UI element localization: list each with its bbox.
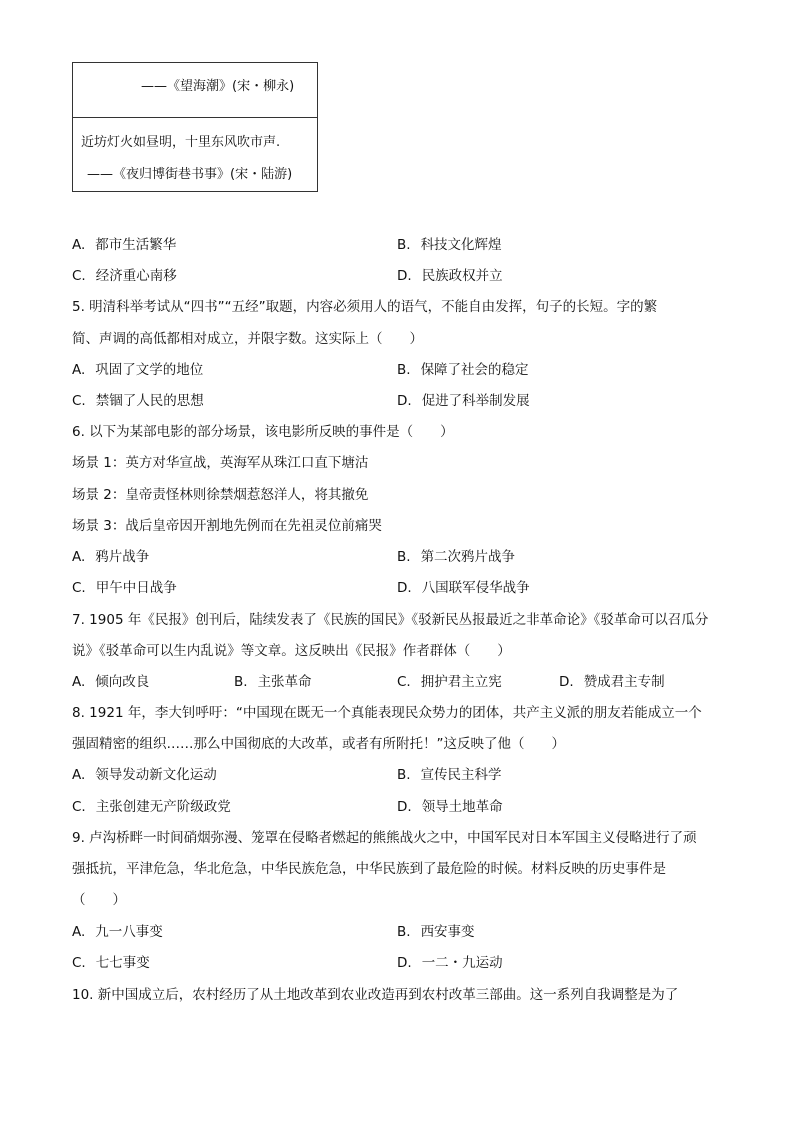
option-letter: D. <box>559 674 574 690</box>
q6-scene-3: 场景 3：战后皇帝因开割地先例而在先祖灵位前痛哭 <box>72 518 382 534</box>
option-text: 科技文化辉煌 <box>420 237 502 253</box>
q4-option-d[interactable] <box>397 264 503 284</box>
option-text: 主张革命 <box>257 674 312 690</box>
q4-option-b[interactable] <box>397 233 502 253</box>
q7-stem-line-1: 7. 1905 年《民报》创刊后，陆续发表了《民族的国民》《驳新民丛报最近之非革命论》《驳革命可以召瓜分 <box>72 612 709 628</box>
q8-stem-line-2: 强固精密的组织……那么中国彻底的大改革，或者有所附托！”这反映了他（ ） <box>72 736 565 752</box>
q5-option-d[interactable] <box>397 389 530 409</box>
option-letter: D. <box>397 955 412 971</box>
option-letter: B. <box>397 924 411 940</box>
option-letter: D. <box>397 268 412 284</box>
q7-option-b[interactable] <box>234 670 312 690</box>
option-text: 民族政权并立 <box>421 268 503 284</box>
option-text: 经济重心南移 <box>95 268 177 284</box>
option-text: 西安事变 <box>420 924 475 940</box>
option-letter: A. <box>72 549 86 565</box>
q9-option-a[interactable] <box>72 920 163 940</box>
q8-option-d[interactable] <box>397 795 503 815</box>
q6-option-b[interactable] <box>397 545 515 565</box>
q9-option-d[interactable] <box>397 951 503 971</box>
q5-stem-line-1: 5. 明清科举考试从“四书”“五经”取题，内容必须用人的语气，不能自由发挥，句子的长短。字的繁 <box>72 299 658 315</box>
option-letter: D. <box>397 393 412 409</box>
option-letter: D. <box>397 580 412 596</box>
q5-option-a[interactable] <box>72 358 203 378</box>
q10-stem-line-1: 10. 新中国成立后，农村经历了从土地改革到农业改造再到农村改革三部曲。这一系列自我调整是为了 <box>72 987 679 1003</box>
option-letter: C. <box>397 674 411 690</box>
option-text: 巩固了文学的地位 <box>95 362 204 378</box>
option-text: 促进了科举制发展 <box>421 393 530 409</box>
box-divider <box>73 117 317 118</box>
option-text: 一二・九运动 <box>421 955 503 971</box>
q5-option-c[interactable] <box>72 389 204 409</box>
option-letter: A. <box>72 924 86 940</box>
q9-stem-line-2: 强抵抗，平津危急，华北危急，中华民族危急，中华民族到了最危险的时候。材料反映的历史事件是 <box>72 861 666 877</box>
option-text: 领导发动新文化运动 <box>95 767 217 783</box>
q8-stem-line-1: 8. 1921 年，李大钊呼吁：“中国现在既无一个真能表现民众势力的团体，共产主义派的朋友若能成立一个 <box>72 705 702 721</box>
poem-quote-box <box>72 62 318 192</box>
q8-option-b[interactable] <box>397 763 502 783</box>
option-letter: C. <box>72 580 86 596</box>
option-letter: B. <box>397 549 411 565</box>
option-letter: C. <box>72 955 86 971</box>
q9-stem-line-3: （ ） <box>72 892 126 908</box>
q6-scene-2: 场景 2：皇帝责怪林则徐禁烟惹怒洋人，将其撤免 <box>72 487 369 503</box>
option-text: 第二次鸦片战争 <box>420 549 516 565</box>
option-text: 禁锢了人民的思想 <box>95 393 204 409</box>
poem-line-2: 近坊灯火如昼明，十里东风吹市声. <box>81 135 281 150</box>
poem-source-2: ——《夜归博街巷书事》(宋・陆游) <box>87 167 293 182</box>
q8-option-a[interactable] <box>72 763 217 783</box>
option-letter: C. <box>72 268 86 284</box>
option-letter: B. <box>397 362 411 378</box>
option-text: 主张创建无产阶级政党 <box>95 799 231 815</box>
option-text: 赞成君主专制 <box>583 674 665 690</box>
q4-option-a[interactable] <box>72 233 176 253</box>
q9-option-b[interactable] <box>397 920 475 940</box>
q4-option-c[interactable] <box>72 264 177 284</box>
option-letter: A. <box>72 362 86 378</box>
option-letter: A. <box>72 767 86 783</box>
option-text: 领导土地革命 <box>421 799 503 815</box>
q6-option-c[interactable] <box>72 576 177 596</box>
option-letter: C. <box>72 393 86 409</box>
option-text: 倾向改良 <box>95 674 150 690</box>
option-text: 保障了社会的稳定 <box>420 362 529 378</box>
q9-stem-line-1: 9. 卢沟桥畔一时间硝烟弥漫、笼罩在侵略者燃起的熊熊战火之中，中国军民对日本军国主义侵略进行了顽 <box>72 830 697 846</box>
option-text: 甲午中日战争 <box>95 580 177 596</box>
q5-stem-line-2: 简、声调的高低都相对成立，并限字数。这实际上（ ） <box>72 331 423 347</box>
q5-option-b[interactable] <box>397 358 529 378</box>
option-text: 宣传民主科学 <box>420 767 502 783</box>
option-letter: B. <box>397 237 411 253</box>
q9-option-c[interactable] <box>72 951 150 971</box>
option-letter: B. <box>234 674 248 690</box>
poem-source-1: ——《望海潮》(宋・柳永) <box>141 79 295 94</box>
option-text: 拥护君主立宪 <box>420 674 502 690</box>
option-letter: A. <box>72 674 86 690</box>
q6-stem: 6. 以下为某部电影的部分场景，该电影所反映的事件是（ ） <box>72 424 454 440</box>
option-text: 都市生活繁华 <box>95 237 177 253</box>
option-letter: B. <box>397 767 411 783</box>
q6-option-a[interactable] <box>72 545 149 565</box>
option-text: 七七事变 <box>95 955 150 971</box>
option-letter: D. <box>397 799 412 815</box>
option-letter: C. <box>72 799 86 815</box>
q6-scene-1: 场景 1：英方对华宣战，英海军从珠江口直下塘沽 <box>72 455 369 471</box>
option-text: 九一八事变 <box>95 924 163 940</box>
q6-option-d[interactable] <box>397 576 530 596</box>
q8-option-c[interactable] <box>72 795 231 815</box>
option-text: 八国联军侵华战争 <box>421 580 530 596</box>
option-letter: A. <box>72 237 86 253</box>
option-text: 鸦片战争 <box>95 549 150 565</box>
q7-option-d[interactable] <box>559 670 665 690</box>
q7-option-a[interactable] <box>72 670 149 690</box>
q7-option-c[interactable] <box>397 670 502 690</box>
q7-stem-line-2: 说》《驳革命可以生内乱说》等文章。这反映出《民报》作者群体（ ） <box>72 643 511 659</box>
